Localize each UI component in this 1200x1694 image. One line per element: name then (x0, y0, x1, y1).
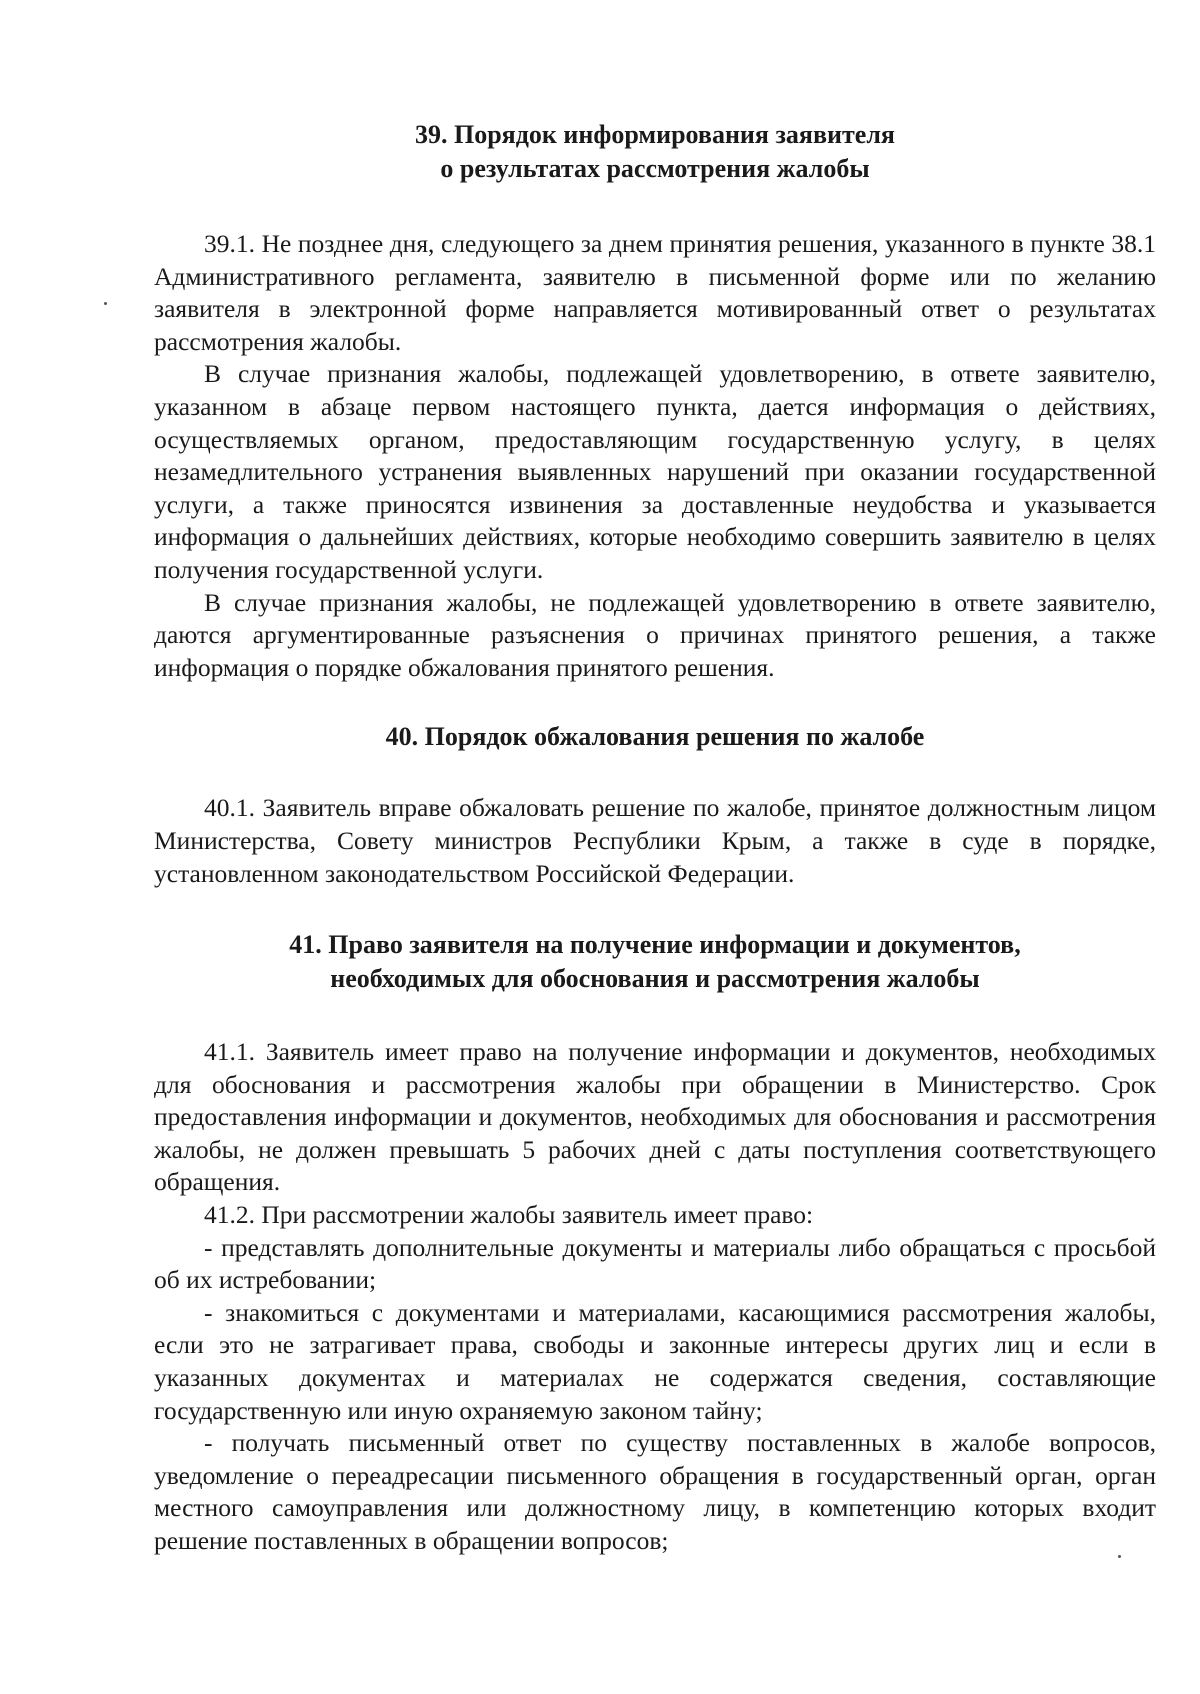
section-41-heading (154, 928, 1156, 996)
section-39-heading-line-1: 39. Порядок информирования заявителя (415, 120, 895, 149)
section-41-heading-line-1: 41. Право заявителя на получение информации и документов, (289, 930, 1021, 960)
paragraph-41-1: 41.1. Заявитель имеет право на получение информации и документов, необходимых для обоснования и рассмотрения жалобы при обращении в Министерство. Срок предоставления информации и документов, необходимых для обоснования и рассмотрения жалобы, не должен превышать 5 рабочих дней с даты поступления соответствующего обращения. (154, 1037, 1156, 1197)
section-40 (154, 720, 1156, 890)
list-item-41-2-1: - представлять дополнительные документы и материалы либо обращаться с просьбой об их истребовании; (154, 1232, 1156, 1295)
document-page (154, 118, 1156, 1558)
section-39 (154, 118, 1156, 684)
list-item-41-2-2: - знакомиться с документами и материалами, касающимися рассмотрения жалобы, если это не затрагивает права, свободы и законные интересы других лиц и если в указанных документах и материалах не содержатся сведения, составляющие государственную или иную охраняемую законом тайну; (154, 1297, 1156, 1425)
paragraph-41-2: 41.2. При рассмотрении жалобы заявитель имеет право: (204, 1200, 814, 1230)
section-40-heading (154, 720, 1156, 754)
scan-speck (104, 302, 107, 305)
paragraph-39-1: 39.1. Не позднее дня, следующего за днем принятия решения, указанного в пункте 38.1 Административного регламента, заявителю в письменной форме или по желанию заявителя в электронной форме направляется мотивированный ответ о результатах рассмотрения жалобы. (154, 229, 1156, 356)
paragraph-39-1-abzac-3: В случае признания жалобы, не подлежащей удовлетворению в ответе заявителю, даются аргументированные разъяснения о причинах принятого решения, а также информация о порядке обжалования принятого решения. (154, 587, 1156, 682)
paragraph-40-1: 40.1. Заявитель вправе обжаловать решение по жалобе, принятое должностным лицом Министерства, Совету министров Республики Крым, а также в суде в порядке, установленном законодательством Российской Федерации. (154, 793, 1156, 888)
list-item-41-2-3: - получать письменный ответ по существу поставленных в жалобе вопросов, уведомление о переадресации письменного обращения в государственный орган, орган местного самоуправления или должностному лицу, в компетенцию которых входит решение поставленных в обращении вопросов; (154, 1428, 1156, 1555)
scan-speck (1118, 1555, 1121, 1558)
section-41 (154, 928, 1156, 1558)
section-40-heading-line-1: 40. Порядок обжалования решения по жалобе (385, 722, 925, 752)
section-39-heading (154, 118, 1156, 186)
section-41-heading-line-2: необходимых для обоснования и рассмотрения жалобы (330, 964, 980, 994)
section-39-heading-line-2: о результатах рассмотрения жалобы (440, 154, 870, 183)
paragraph-39-1-abzac-2: В случае признания жалобы, подлежащей удовлетворению, в ответе заявителю, указанном в абзаце первом настоящего пункта, дается информация о действиях, осуществляемых органом, предоставляющим государственную услугу, в целях незамедлительного устранения выявленных нарушений при оказании государственной услуги, а также приносятся извинения за доставленные неудобства и указывается информация о дальнейших действиях, которые необходимо совершить заявителю в целях получения государственной услуги. (154, 359, 1156, 584)
